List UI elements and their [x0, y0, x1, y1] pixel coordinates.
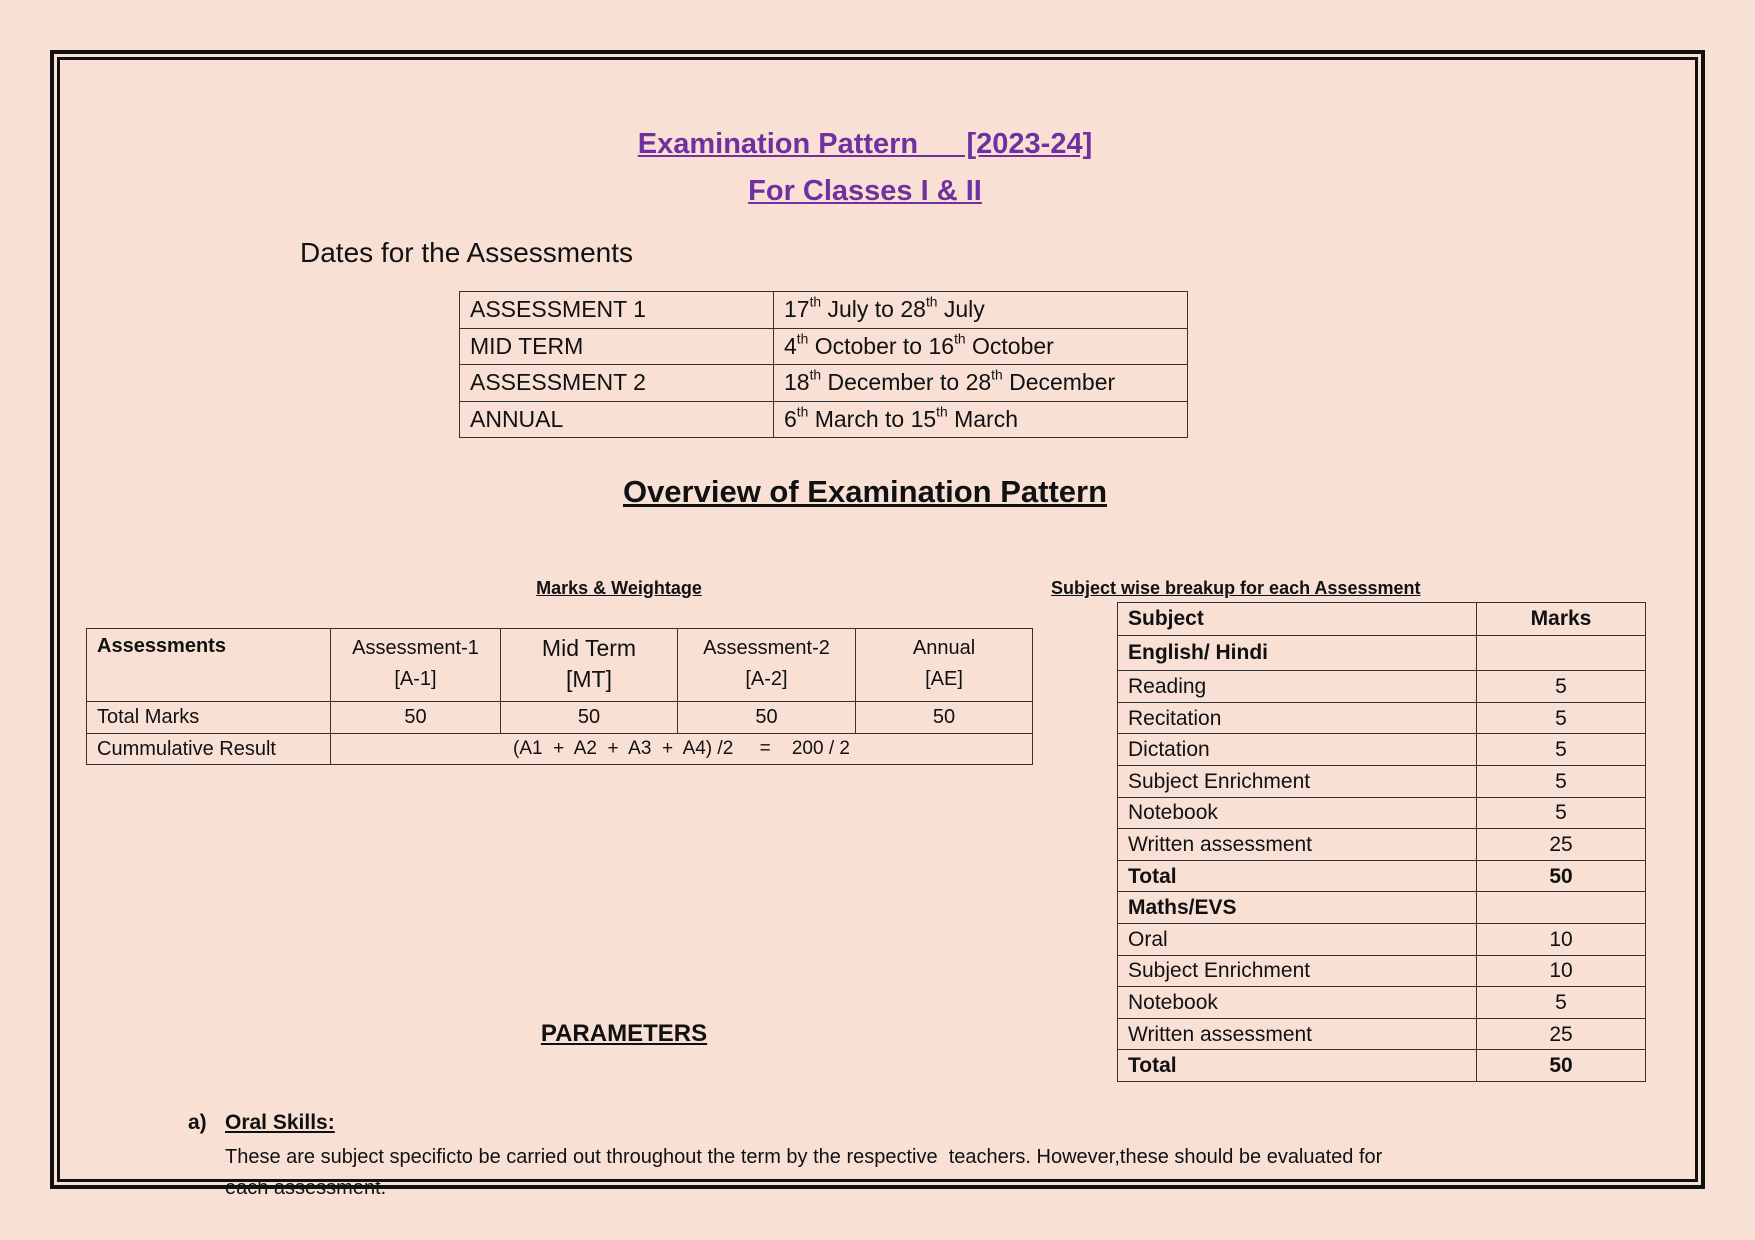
subject-marks: 5: [1477, 766, 1646, 798]
subject-marks: 10: [1477, 924, 1646, 956]
total-marks-value: 50: [501, 702, 678, 734]
table-row: [1118, 766, 1646, 798]
to-day: 15: [910, 405, 937, 432]
from-day-suffix: th: [796, 331, 809, 347]
subject-breakup-table: [1117, 602, 1646, 1082]
assessment-date-range: [774, 328, 1188, 365]
subject-marks: 25: [1477, 1018, 1646, 1050]
total-marks-value: 50: [678, 702, 856, 734]
from-day: 17: [784, 296, 810, 323]
marks-weightage-caption: [419, 576, 819, 600]
column-header-name: Assessment-1: [352, 637, 479, 659]
dates-heading: Dates for the Assessments: [300, 237, 634, 268]
paragraph-line: each assessment.: [225, 1177, 387, 1199]
assessment-name: ANNUAL: [460, 401, 774, 438]
title-line-2: For Classes I & II: [748, 175, 982, 207]
document-subtitle: [0, 173, 1730, 209]
parameters-heading-text: PARAMETERS: [540, 1020, 708, 1047]
total-row: [1118, 860, 1646, 892]
table-header-row: [1118, 603, 1646, 636]
date-connector: to: [940, 369, 960, 396]
total-marks: 50: [1477, 860, 1646, 892]
subject-name: Notebook: [1118, 987, 1477, 1019]
subject-breakup-caption: [1051, 576, 1420, 600]
to-month: July: [943, 296, 985, 323]
paragraph-line: These are subject specificto be carried out throughout the term by the respective teachers. However,these should be evaluated for: [225, 1146, 1383, 1168]
column-header-code: [A-1]: [394, 668, 437, 690]
assessment-date-range: [774, 401, 1188, 438]
total-marks-value: 50: [856, 702, 1033, 734]
subject-name: Subject Enrichment: [1118, 955, 1477, 987]
title-line-1: Examination Pattern [2023-24]: [637, 128, 1093, 160]
table-row: [1118, 797, 1646, 829]
total-marks-row: [87, 702, 1033, 734]
total-marks-value: 50: [331, 702, 501, 734]
group-marks-empty: [1477, 635, 1646, 671]
column-header-assessment-1: [331, 629, 501, 702]
column-header-name: Mid Term: [541, 635, 637, 661]
subject-name: Oral: [1118, 924, 1477, 956]
total-row: [1118, 1050, 1646, 1082]
column-header-mid-term: [501, 629, 678, 702]
column-header-name: Assessment-2: [703, 637, 830, 659]
group-row: [1118, 892, 1646, 924]
to-month: October: [972, 332, 1054, 359]
assessment-name: ASSESSMENT 2: [460, 365, 774, 402]
subject-name: Written assessment: [1118, 829, 1477, 861]
dates-row: [460, 292, 1188, 329]
subject-marks: 5: [1477, 671, 1646, 703]
subject-breakup-caption-text: Subject wise breakup for each Assessment: [1051, 578, 1421, 598]
table-header-row: [87, 629, 1033, 702]
subject-marks: 10: [1477, 955, 1646, 987]
assessment-dates-table: [459, 291, 1188, 438]
column-header-assessment-2: [678, 629, 856, 702]
group-marks-empty: [1477, 892, 1646, 924]
subject-name: Subject Enrichment: [1118, 766, 1477, 798]
to-day: 28: [965, 369, 992, 396]
date-connector: to: [874, 296, 894, 323]
parameter-description: [225, 1142, 1382, 1204]
to-day-suffix: th: [991, 367, 1003, 383]
from-month: December: [827, 369, 934, 396]
assessment-name: MID TERM: [460, 328, 774, 365]
subject-marks: 5: [1477, 702, 1646, 734]
from-day-suffix: th: [809, 294, 822, 310]
date-connector: to: [902, 332, 923, 359]
from-day: 6: [784, 405, 797, 432]
assessment-name: ASSESSMENT 1: [460, 292, 774, 329]
column-header-annual: [856, 629, 1033, 702]
table-row: [1118, 702, 1646, 734]
column-header-name: Annual: [912, 637, 976, 659]
cumulative-formula: (A1 + A2 + A3 + A4) /2 = 200 / 2: [331, 734, 1033, 765]
total-label: Total: [1118, 1050, 1477, 1082]
group-name: Maths/EVS: [1118, 892, 1477, 924]
marks-weightage-caption-text: Marks & Weightage: [536, 578, 702, 598]
from-month: July: [827, 296, 869, 323]
date-connector: to: [885, 405, 905, 432]
marks-weightage-table: [86, 628, 1033, 765]
overview-heading-text: Overview of Examination Pattern: [622, 474, 1108, 509]
column-header-code: [A-2]: [745, 668, 788, 690]
table-row: [1118, 829, 1646, 861]
subject-name: Notebook: [1118, 797, 1477, 829]
header-subject: Subject: [1118, 603, 1477, 636]
subject-name: Dictation: [1118, 734, 1477, 766]
table-row: [1118, 924, 1646, 956]
from-month: October: [814, 332, 897, 359]
subject-name: Written assessment: [1118, 1018, 1477, 1050]
to-month: December: [1009, 369, 1116, 396]
subject-name: Recitation: [1118, 702, 1477, 734]
row-label: Cummulative Result: [87, 734, 331, 765]
subject-marks: 25: [1477, 829, 1646, 861]
subject-marks: 5: [1477, 797, 1646, 829]
subject-marks: 5: [1477, 734, 1646, 766]
table-row: [1118, 734, 1646, 766]
dates-row: [460, 365, 1188, 402]
group-name: English/ Hindi: [1118, 635, 1477, 671]
row-label: Total Marks: [87, 702, 331, 734]
parameter-title: Oral Skills:: [225, 1111, 335, 1134]
to-month: March: [954, 405, 1018, 432]
to-day-suffix: th: [936, 404, 948, 420]
to-day-suffix: th: [954, 331, 966, 347]
group-row: [1118, 635, 1646, 671]
parameters-heading: [424, 1019, 824, 1049]
to-day: 28: [900, 296, 926, 323]
column-header-code: [MT]: [566, 666, 612, 692]
overview-heading: [0, 473, 1730, 511]
table-row: [1118, 955, 1646, 987]
total-marks: 50: [1477, 1050, 1646, 1082]
header-label: Assessments: [87, 629, 331, 702]
table-row: [1118, 1018, 1646, 1050]
to-day: 16: [928, 332, 955, 359]
subject-marks: 5: [1477, 987, 1646, 1019]
subject-name: Reading: [1118, 671, 1477, 703]
assessment-date-range: [774, 292, 1188, 329]
from-day-suffix: th: [809, 367, 822, 383]
from-month: March: [814, 405, 879, 432]
header-marks: Marks: [1477, 603, 1646, 636]
column-header-code: [AE]: [925, 668, 963, 690]
from-day: 18: [784, 369, 810, 396]
list-marker: a): [188, 1111, 207, 1134]
table-row: [1118, 987, 1646, 1019]
document-title: [0, 126, 1730, 162]
dates-row: [460, 401, 1188, 438]
assessment-date-range: [774, 365, 1188, 402]
dates-row: [460, 328, 1188, 365]
from-day-suffix: th: [796, 404, 809, 420]
total-label: Total: [1118, 860, 1477, 892]
cumulative-result-row: [87, 734, 1033, 765]
from-day: 4: [784, 332, 797, 359]
to-day-suffix: th: [925, 294, 938, 310]
table-row: [1118, 671, 1646, 703]
